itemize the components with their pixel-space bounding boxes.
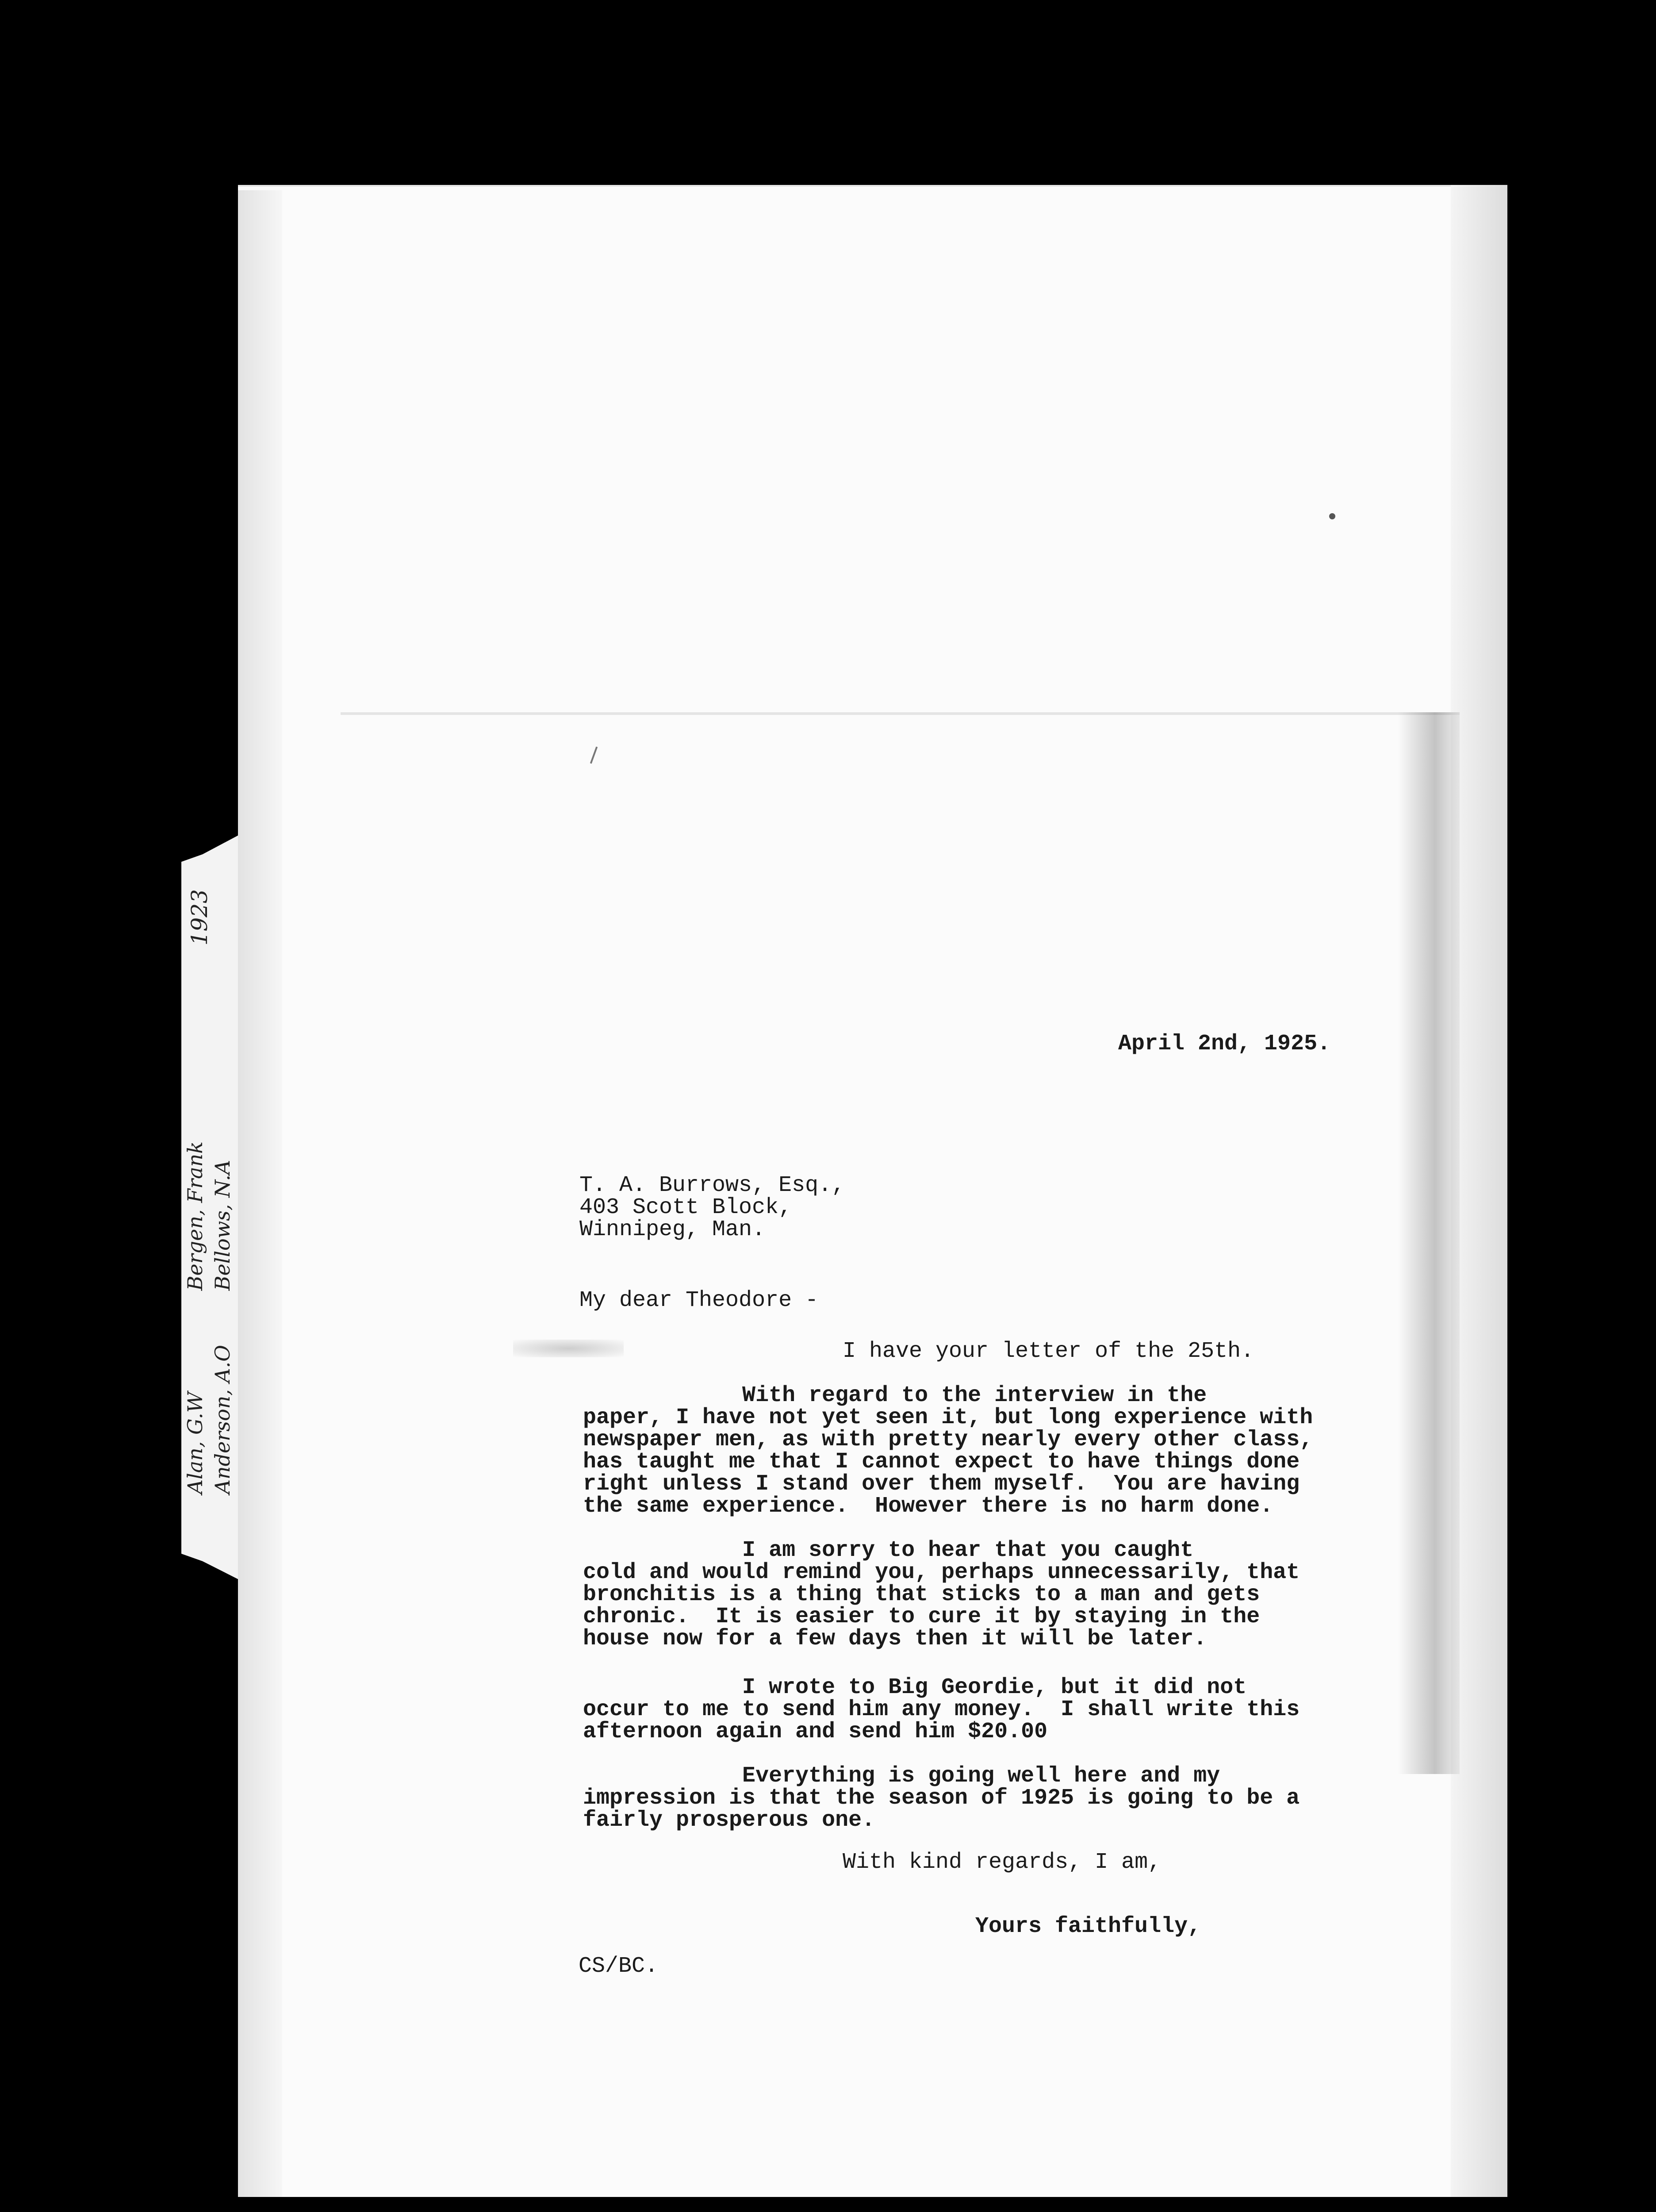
- paragraph-5: Everything is going well here and my impression is that the season of 1925 is going to be a fairly prosperous one.: [583, 1763, 1300, 1833]
- inner-page-edge: [341, 712, 1460, 715]
- folder-tab-year: 1923: [187, 889, 212, 946]
- paragraph-4: I wrote to Big Geordie, but it did not occur to me to send him any money. I shall write this afternoon again and send him $20.00: [583, 1675, 1300, 1744]
- inner-page-shadow: [1398, 712, 1460, 1774]
- sheet-edge-left: [238, 190, 282, 2197]
- folder-tab-names-b: Bergen, Frank Bellows, N.A: [183, 1141, 234, 1291]
- paragraph-1: I have your letter of the 25th.: [843, 1339, 1254, 1364]
- signoff: Yours faithfully,: [975, 1914, 1201, 1939]
- salutation: My dear Theodore -: [579, 1288, 819, 1313]
- stray-dot: [1329, 513, 1335, 519]
- typist-initials: CS/BC.: [579, 1954, 659, 1979]
- paragraph-2: With regard to the interview in the paper, I have not yet seen it, but long experience with newspaper men, as with pretty nearly every other class, has taught me that I cannot expect to have things done right unless I stand over them myself. You are having the same experience. However there is no harm done.: [583, 1383, 1313, 1519]
- letter-date: April 2nd, 1925.: [1118, 1031, 1331, 1056]
- paragraph-3: I am sorry to hear that you caught cold and would remind you, perhaps unnecessarily, that bronchitis is a thing that sticks to a man and gets chronic. It is easier to cure it by staying in the house now for a few days then it will be later.: [583, 1538, 1300, 1651]
- ink-smudge: [513, 1340, 624, 1357]
- recipient-address: T. A. Burrows, Esq., 403 Scott Block, Winnipeg, Man.: [579, 1173, 845, 1242]
- folder-tab-names-a: Alan, G.W Anderson, A.O: [183, 1345, 234, 1494]
- closing: With kind regards, I am,: [843, 1850, 1162, 1875]
- letter-sheet: [238, 185, 1507, 2197]
